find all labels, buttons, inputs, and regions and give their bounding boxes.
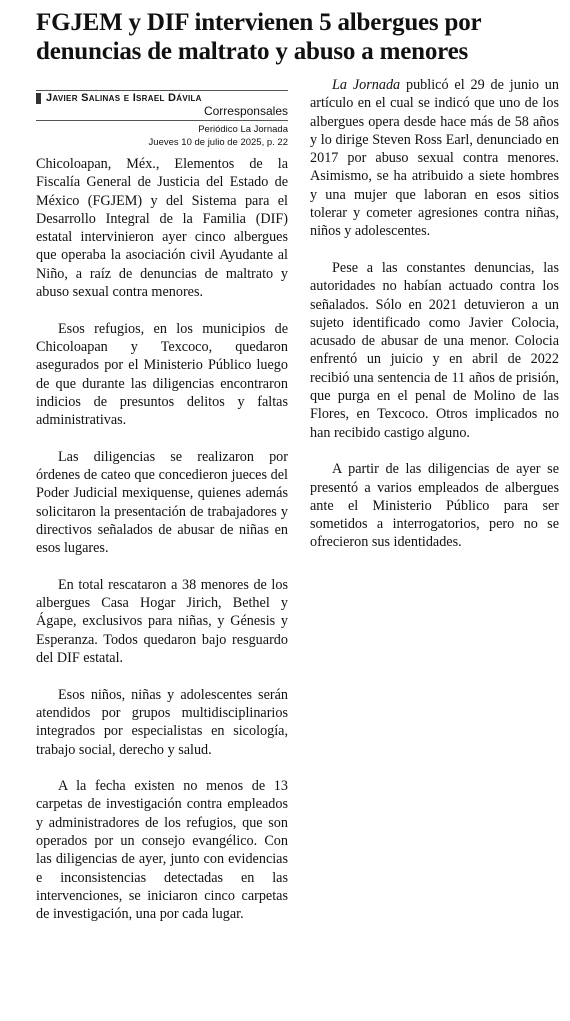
source-name: Periódico La Jornada — [198, 124, 288, 135]
source-date: Jueves 10 de julio de 2025, p. 22 — [148, 136, 288, 148]
paragraph-7 — [310, 76, 559, 241]
paragraph-5: Esos niños, niñas y adolescentes serán atendidos por grupos multidisciplinarios integrados por especialistas en sicología, trabajo social, derecho y salud. — [36, 686, 288, 758]
article-headline: FGJEM y DIF intervienen 5 albergues por denuncias de maltrato y abuso a menores — [36, 9, 481, 65]
paragraph-8: Pese a las constantes denuncias, las autoridades no habían actuado contra los señalados. Sólo en 2021 detuvieron a un sujeto identificado como Javier Colocia, acusado de abusar de una menor. Colocia enfrentó un juicio y en abril de 2022 recibió una sentencia de 11 años de prisión, que purga en el penal de Molino de las Flores, en Texcoco. Otros implicados no han recibido castigo alguno. — [310, 259, 559, 441]
byline-bar — [36, 90, 288, 104]
paragraph-3: Las diligencias se realizaron por órdenes de cateo que concedieron jueces del Poder Judicial mexiquense, quienes además solicitaron la presentación de trabajadores y directivos señalados de abusar de niñas en esos lugares. — [36, 448, 288, 557]
byline-role: Corresponsales — [36, 104, 288, 121]
byline-author: Javier Salinas e Israel Dávila — [46, 92, 202, 104]
left-column — [36, 90, 288, 942]
paragraph-9: A partir de las diligencias de ayer se presentó a varios empleados de albergues ante el Ministerio Público para ser sometidos a interrogatorios, pero no se ofrecieron sus identidades. — [310, 461, 559, 551]
byline-marker — [36, 93, 41, 104]
paragraph-2: Esos refugios, en los municipios de Chicoloapan y Texcoco, quedaron asegurados por el Ministerio Público luego de que durante las diligencias encontraron indicios de presuntos delitos y faltas administrativas. — [36, 320, 288, 429]
newspaper-name: La Jornada — [332, 77, 401, 93]
paragraph-7-text: publicó el 29 de junio un artículo en el cual se indicó que uno de los albergues opera desde hace más de 58 años y lo dirige Steven Ross Earl, denunciado en 2017 por abuso sexual contra menores. Asimismo, se ha atribuido a siete hombres y una mujer que laboran en esos sitios tolerar y cometer agresiones contra niñas, niños y adolescentes. — [310, 77, 559, 240]
paragraph-1: Chicoloapan, Méx., Elementos de la Fiscalía General de Justicia del Estado de México (FGJEM) y del Sistema para el Desarrollo Integral de la Familia (DIF) estatal intervinieron ayer cinco albergues que operaba la asociación civil Ayudante al Niño, a raíz de denuncias de maltrato y abuso sexual contra menores. — [36, 156, 288, 301]
right-column — [310, 76, 559, 570]
paragraph-6: A la fecha existen no menos de 13 carpetas de investigación contra empleados y administradores de los refugios, que son operados por un consejo evangélico. Con las diligencias de ayer, junto con evidencias e inconsistencias detectadas en las intervenciones, se iniciaron cinco carpetas de investigación, una por cada lugar. — [36, 778, 288, 923]
paragraph-4: En total rescataron a 38 menores de los albergues Casa Hogar Jirich, Bethel y Ágape, exclusivos para niñas, y Génesis y Esperanza. Todos quedaron bajo resguardo del DIF estatal. — [36, 576, 288, 667]
